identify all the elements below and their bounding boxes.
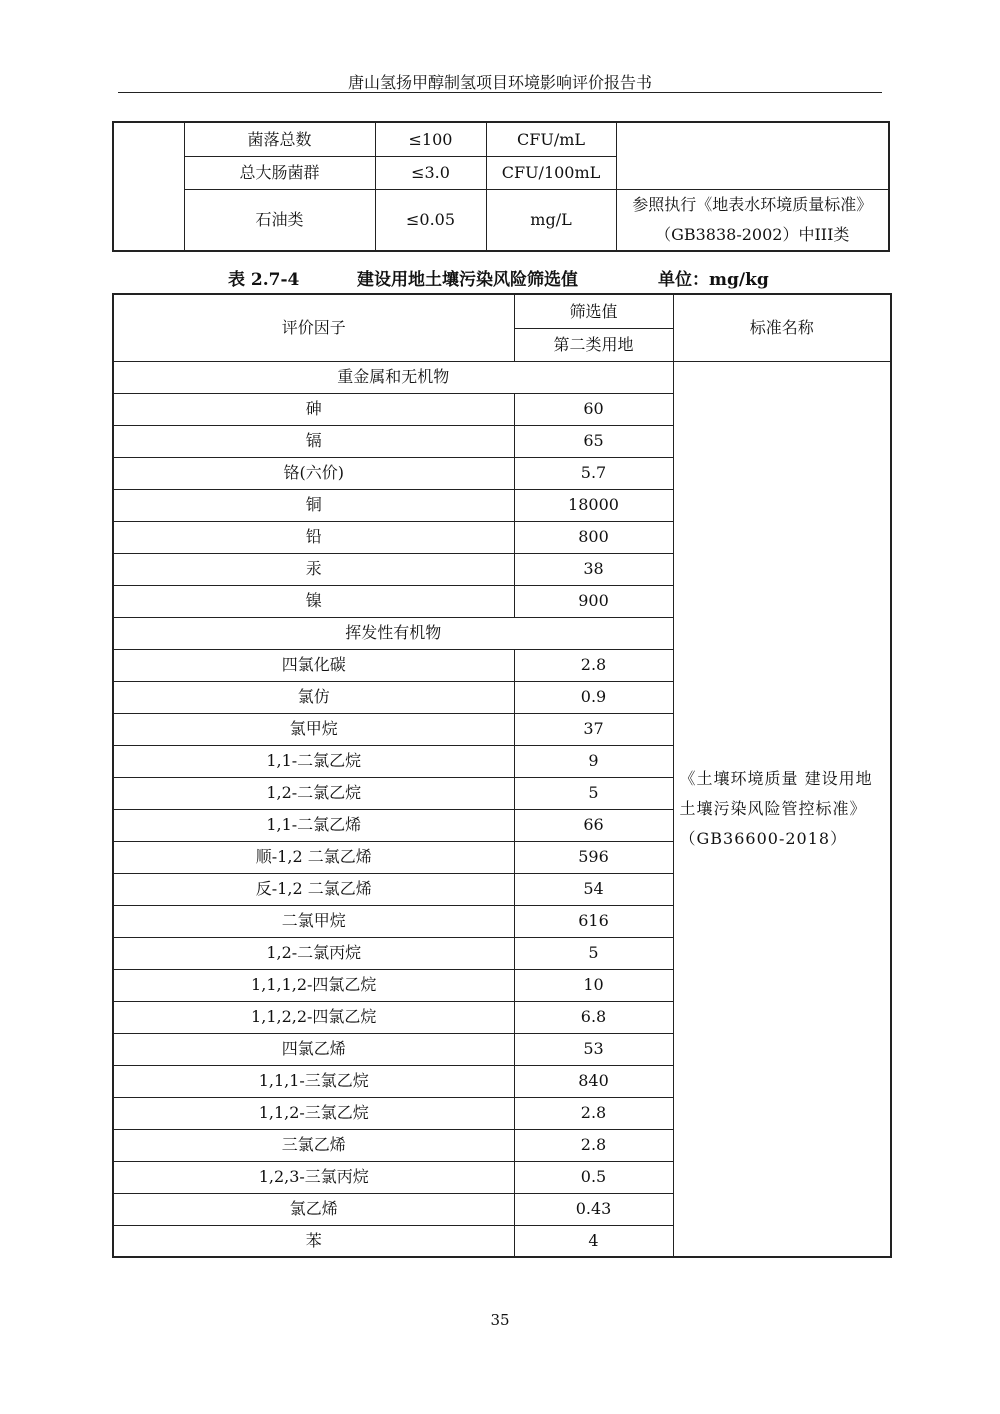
soil-screening-values-table — [112, 293, 892, 1258]
pollutant-name-cell: 反-1,2 二氯乙烯 — [113, 873, 514, 905]
document-header-title: 唐山氢扬甲醇制氢项目环境影响评价报告书 — [347, 73, 652, 92]
group-title-cell: 挥发性有机物 — [113, 617, 673, 649]
pollutant-name-cell: 铜 — [113, 489, 514, 521]
screening-value-cell: 2.8 — [514, 649, 673, 681]
pollutant-name-cell: 1,1-二氯乙烷 — [113, 745, 514, 777]
screening-value-cell: 840 — [514, 1065, 673, 1097]
group-row — [113, 361, 891, 393]
reference-standard-cell: 参照执行《地表水环境质量标准》（GB3838-2002）中III类 — [616, 189, 889, 251]
standard-name-cell: 《土壤环境质量 建设用地土壤污染风险管控标准》（GB36600-2018） — [673, 361, 891, 1257]
pollutant-name-cell: 苯 — [113, 1225, 514, 1257]
screening-value-cell: 9 — [514, 745, 673, 777]
screening-value-cell: 0.9 — [514, 681, 673, 713]
pollutant-name-cell: 1,2,3-三氯丙烷 — [113, 1161, 514, 1193]
screening-value-header: 筛选值 — [514, 294, 673, 328]
pollutant-name-cell: 氯仿 — [113, 681, 514, 713]
screening-value-cell: 4 — [514, 1225, 673, 1257]
header-row — [113, 294, 891, 328]
screening-value-cell: 60 — [514, 393, 673, 425]
standard-name-header: 标准名称 — [673, 294, 891, 361]
unit-cell: CFU/100mL — [486, 156, 616, 189]
screening-value-cell: 616 — [514, 905, 673, 937]
pollutant-name-cell: 顺-1,2 二氯乙烯 — [113, 841, 514, 873]
factor-name-cell: 菌落总数 — [184, 122, 375, 156]
water-quality-table-continuation — [112, 121, 890, 252]
screening-value-cell: 6.8 — [514, 1001, 673, 1033]
screening-value-cell: 2.8 — [514, 1129, 673, 1161]
pollutant-name-cell: 镍 — [113, 585, 514, 617]
pollutant-name-cell: 汞 — [113, 553, 514, 585]
pollutant-name-cell: 砷 — [113, 393, 514, 425]
screening-value-cell: 0.43 — [514, 1193, 673, 1225]
pollutant-name-cell: 1,1,2,2-四氯乙烷 — [113, 1001, 514, 1033]
screening-value-cell: 5 — [514, 777, 673, 809]
factor-name-cell: 石油类 — [184, 189, 375, 251]
pollutant-name-cell: 1,1,1-三氯乙烷 — [113, 1065, 514, 1097]
land-type-header: 第二类用地 — [514, 328, 673, 361]
table-title: 建设用地土壤污染风险筛选值 — [357, 270, 578, 290]
reference-empty-cell — [616, 122, 889, 189]
merged-category-cell — [113, 122, 184, 251]
screening-value-cell: 5.7 — [514, 457, 673, 489]
pollutant-name-cell: 1,2-二氯乙烷 — [113, 777, 514, 809]
page-number: 35 — [490, 1311, 510, 1329]
screening-value-cell: 900 — [514, 585, 673, 617]
screening-value-cell: 5 — [514, 937, 673, 969]
screening-value-cell: 596 — [514, 841, 673, 873]
factor-name-cell: 总大肠菌群 — [184, 156, 375, 189]
pollutant-name-cell: 铅 — [113, 521, 514, 553]
screening-value-cell: 53 — [514, 1033, 673, 1065]
pollutant-name-cell: 1,1,1,2-四氯乙烷 — [113, 969, 514, 1001]
screening-value-cell: 2.8 — [514, 1097, 673, 1129]
pollutant-name-cell: 氯乙烯 — [113, 1193, 514, 1225]
pollutant-name-cell: 四氯乙烯 — [113, 1033, 514, 1065]
screening-value-cell: 66 — [514, 809, 673, 841]
group-title-cell: 重金属和无机物 — [113, 361, 673, 393]
table-unit: 单位：mg/kg — [658, 270, 769, 290]
pollutant-name-cell: 四氯化碳 — [113, 649, 514, 681]
pollutant-name-cell: 二氯甲烷 — [113, 905, 514, 937]
pollutant-name-cell: 1,1-二氯乙烯 — [113, 809, 514, 841]
pollutant-name-cell: 三氯乙烯 — [113, 1129, 514, 1161]
header-divider — [118, 92, 882, 93]
factor-header: 评价因子 — [113, 294, 514, 361]
pollutant-name-cell: 铬(六价) — [113, 457, 514, 489]
screening-value-cell: 54 — [514, 873, 673, 905]
screening-value-cell: 65 — [514, 425, 673, 457]
table-number: 表 2.7-4 — [228, 270, 300, 290]
table-caption — [0, 265, 1000, 291]
pollutant-name-cell: 氯甲烷 — [113, 713, 514, 745]
unit-cell: CFU/mL — [486, 122, 616, 156]
screening-value-cell: 18000 — [514, 489, 673, 521]
unit-cell: mg/L — [486, 189, 616, 251]
screening-value-cell: 800 — [514, 521, 673, 553]
screening-value-cell: 10 — [514, 969, 673, 1001]
screening-value-cell: 38 — [514, 553, 673, 585]
limit-value-cell: ≤0.05 — [375, 189, 486, 251]
pollutant-name-cell: 1,2-二氯丙烷 — [113, 937, 514, 969]
limit-value-cell: ≤100 — [375, 122, 486, 156]
pollutant-name-cell: 1,1,2-三氯乙烷 — [113, 1097, 514, 1129]
screening-value-cell: 37 — [514, 713, 673, 745]
pollutant-name-cell: 镉 — [113, 425, 514, 457]
limit-value-cell: ≤3.0 — [375, 156, 486, 189]
screening-value-cell: 0.5 — [514, 1161, 673, 1193]
